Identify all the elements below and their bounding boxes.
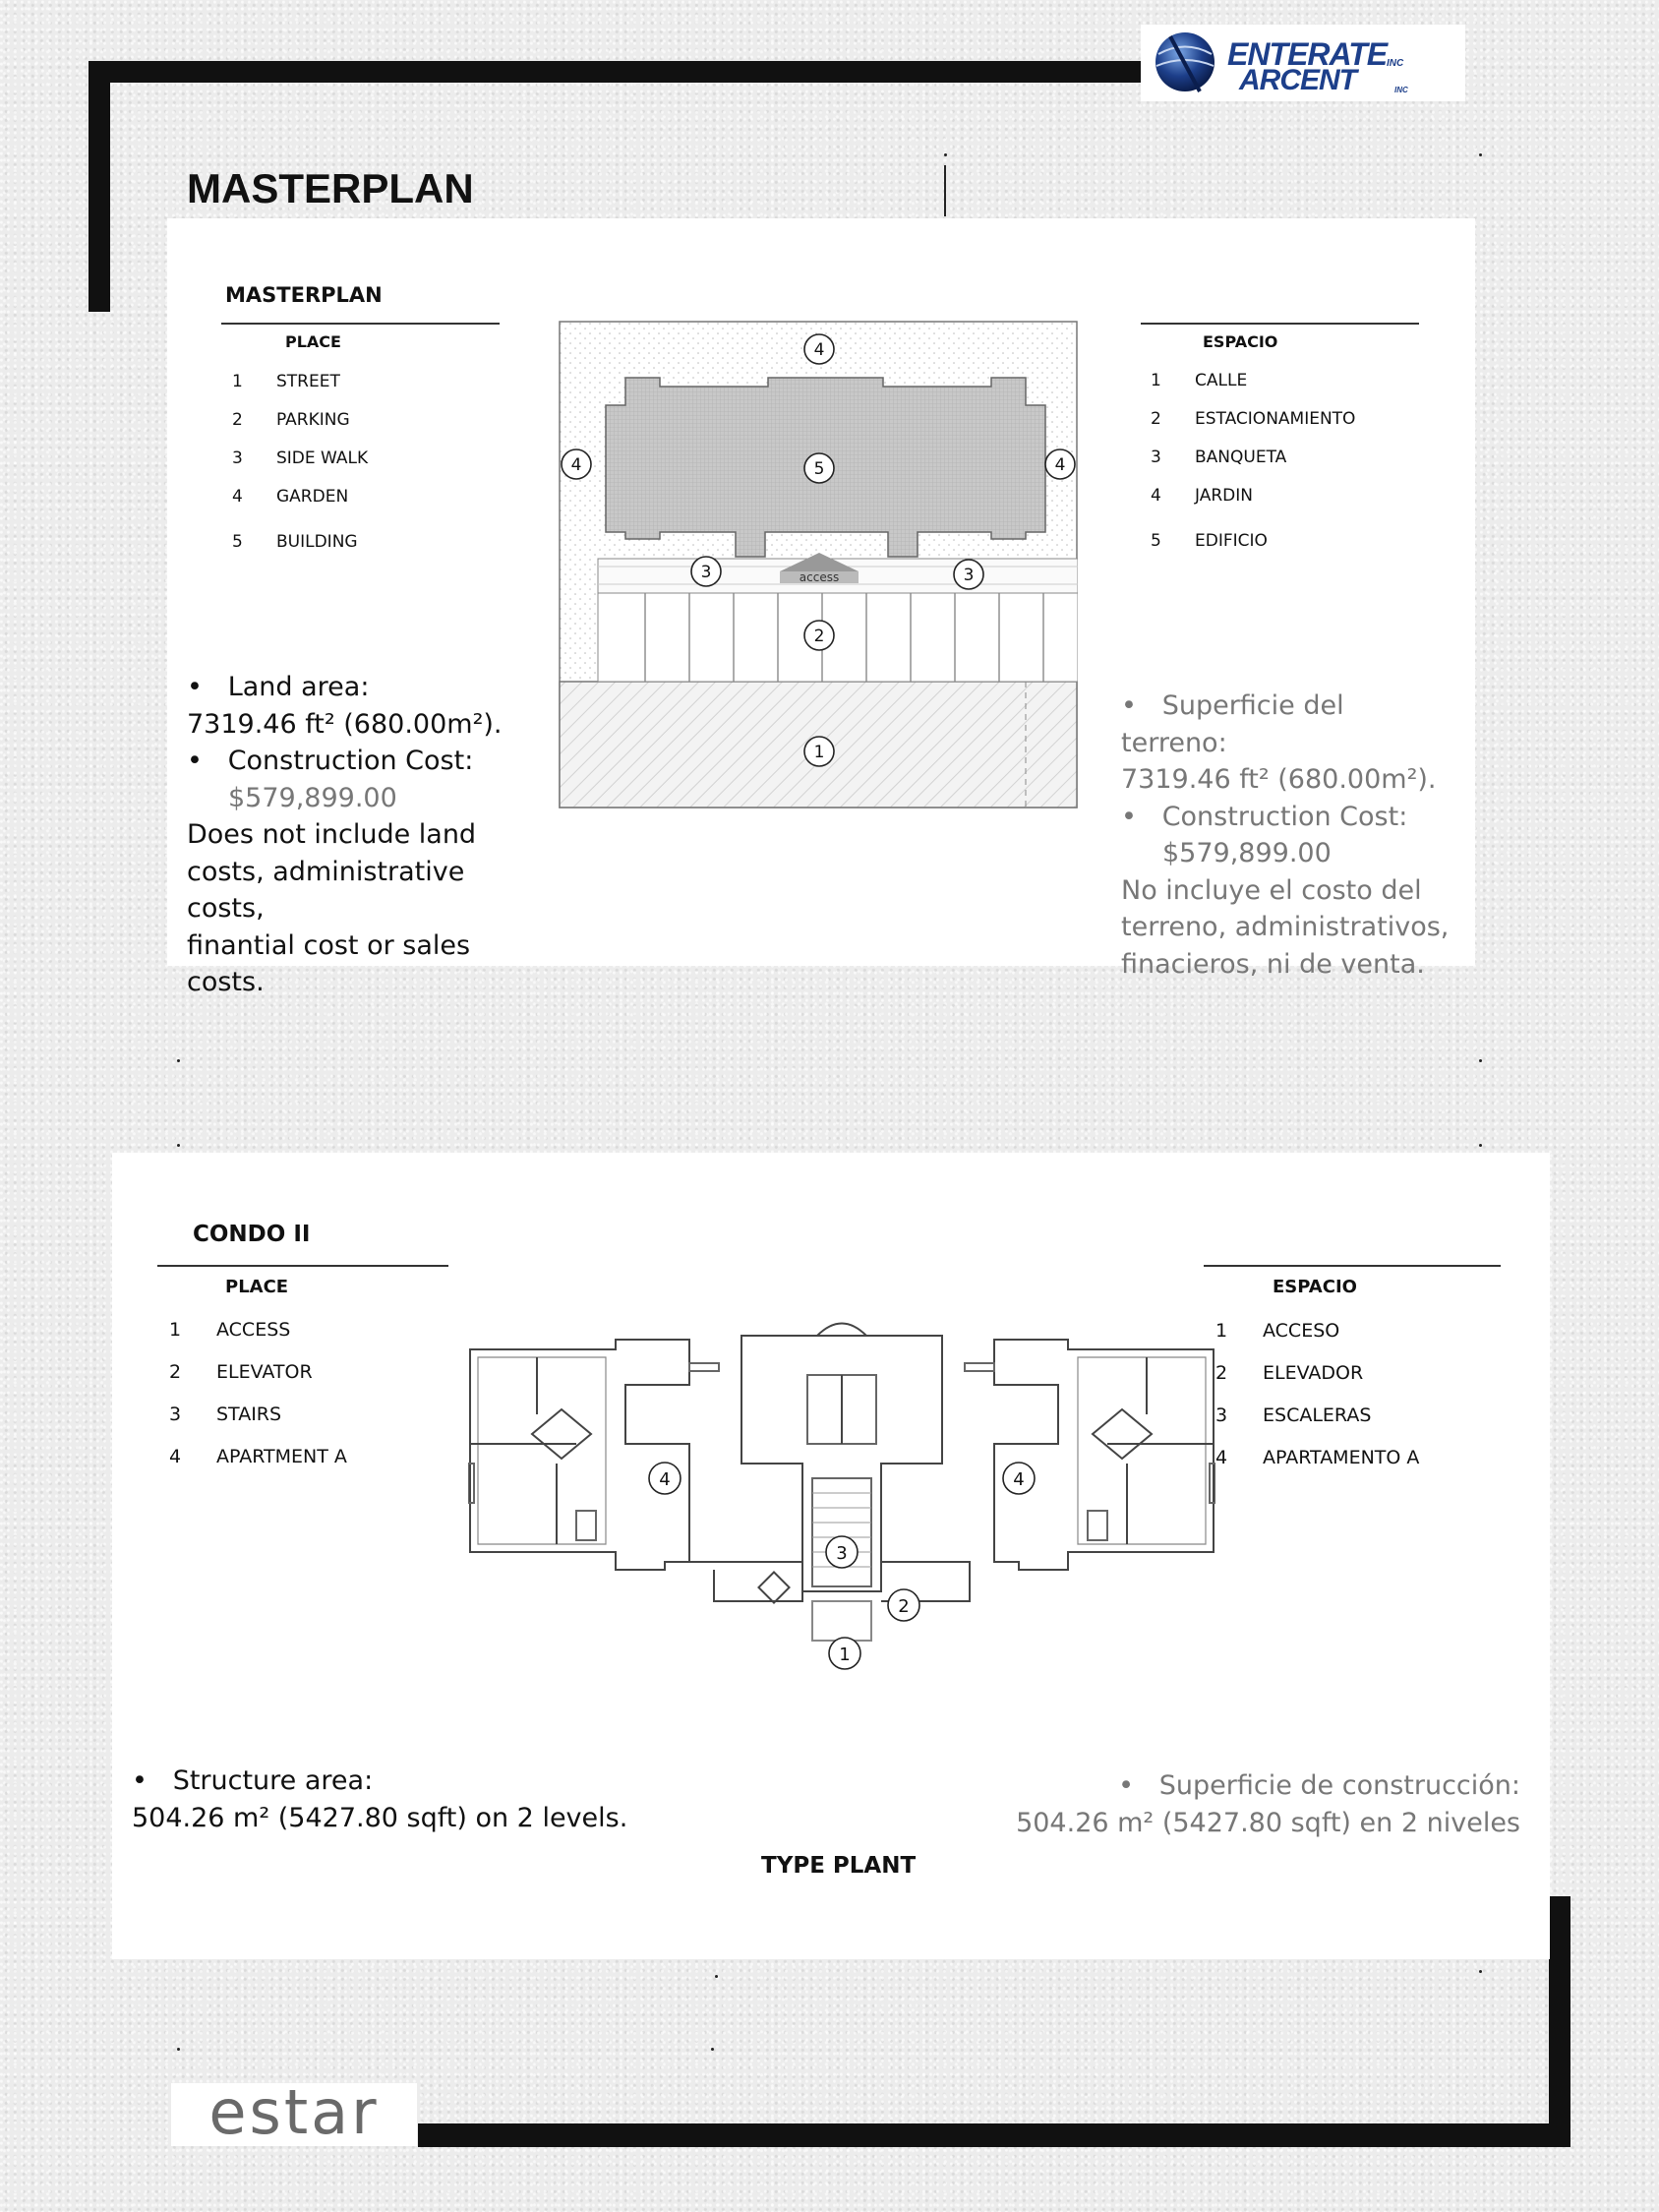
plan-marker-3: 3 xyxy=(700,563,712,582)
condo-espacio-label: ELEVADOR xyxy=(1263,1362,1364,1384)
condo-place-label: STAIRS xyxy=(216,1404,282,1425)
superficie-bullet: • Superficie del terreno: xyxy=(1121,690,1344,758)
floor-marker-3: 3 xyxy=(836,1543,848,1564)
condo-place-label: ELEVATOR xyxy=(216,1361,313,1383)
floor-plan-drawing xyxy=(468,1316,1215,1670)
place-label: BUILDING xyxy=(276,532,358,552)
cost-note-line-es: No incluye el costo del xyxy=(1121,874,1422,906)
condo-right-rule xyxy=(1204,1265,1501,1267)
espacio-num: 1 xyxy=(1151,371,1161,390)
condo-espacio-num: 2 xyxy=(1215,1362,1228,1384)
bullet-icon: • xyxy=(132,1765,173,1796)
condo-heading: CONDO II xyxy=(193,1222,311,1247)
bullet-icon: • xyxy=(1118,1770,1159,1801)
espacio-label: CALLE xyxy=(1195,371,1248,390)
plan-marker-4: 4 xyxy=(570,455,582,475)
decor-line xyxy=(944,165,946,216)
floor-marker-1: 1 xyxy=(839,1644,851,1665)
place-label: STREET xyxy=(276,372,340,391)
masterplan-en-text xyxy=(187,669,521,1001)
frame-bar-top xyxy=(89,61,1141,83)
frame-bar-bottom xyxy=(418,2123,1570,2147)
decor-dot xyxy=(944,153,947,156)
superficie-construccion-bullet: • Superficie de construcción: xyxy=(1118,1770,1520,1801)
condo-place-num: 3 xyxy=(169,1404,182,1425)
espacio-label: JARDIN xyxy=(1195,486,1253,506)
site-plan-drawing xyxy=(559,321,1078,808)
cost-note-line: costs. xyxy=(187,967,265,997)
structure-area-bullet: • Structure area: xyxy=(132,1765,374,1796)
plan-marker-5: 5 xyxy=(813,459,825,479)
place-label: SIDE WALK xyxy=(276,448,369,468)
condo-espacio-label: ACCESO xyxy=(1263,1320,1340,1342)
masterplan-left-rule xyxy=(221,323,500,325)
condo-place-num: 2 xyxy=(169,1361,182,1383)
land-area-value: 7319.46 ft² (680.00m²). xyxy=(187,708,503,740)
decor-dot xyxy=(1479,153,1482,156)
cost-note-line: Does not include land xyxy=(187,819,477,850)
cost-note-line-es: terreno, administrativos, xyxy=(1121,912,1450,942)
access-label: access xyxy=(799,570,840,584)
masterplan-heading: MASTERPLAN xyxy=(225,283,383,307)
structure-area-es xyxy=(968,1767,1520,1841)
condo-place-table xyxy=(112,1153,456,1477)
decor-dot xyxy=(177,1059,180,1062)
floor-marker-2: 2 xyxy=(898,1596,910,1617)
plan-marker-4: 4 xyxy=(1054,455,1066,475)
espacio-label: BANQUETA xyxy=(1195,448,1287,467)
floor-marker-4: 4 xyxy=(659,1469,671,1490)
espacio-num: 2 xyxy=(1151,409,1161,429)
decor-dot xyxy=(177,2048,180,2051)
construction-cost-value-es: $579,899.00 xyxy=(1162,838,1332,868)
condo-place-num: 1 xyxy=(169,1319,182,1341)
bullet-icon: • xyxy=(187,672,228,702)
condo-left-rule xyxy=(157,1265,448,1267)
condo-espacio-header: ESPACIO xyxy=(1273,1277,1357,1297)
place-num: 5 xyxy=(232,532,243,552)
structure-area-value: 504.26 m² (5427.80 sqft) on 2 levels. xyxy=(132,1802,628,1833)
condo-espacio-label: ESCALERAS xyxy=(1263,1405,1372,1426)
land-area-bullet: • Land area: xyxy=(187,672,370,702)
place-num: 3 xyxy=(232,448,243,468)
place-num: 4 xyxy=(232,487,243,507)
construction-cost-bullet: • Construction Cost: xyxy=(187,746,474,776)
espacio-label: ESTACIONAMIENTO xyxy=(1195,409,1356,429)
page-title: MASTERPLAN xyxy=(187,165,474,211)
condo-espacio-num: 4 xyxy=(1215,1447,1228,1468)
plan-marker-2: 2 xyxy=(813,627,825,646)
condo-place-label: APARTMENT A xyxy=(216,1446,347,1467)
logo-line1: ENTERATE xyxy=(1227,36,1388,72)
masterplan-panel xyxy=(167,218,1475,997)
cost-note-line: costs, administrative costs, xyxy=(187,856,465,924)
company-logo xyxy=(1141,25,1465,101)
condo-panel xyxy=(112,1153,1550,1959)
masterplan-place-table xyxy=(167,218,502,572)
place-num: 1 xyxy=(232,372,243,391)
bullet-icon: • xyxy=(1121,690,1162,721)
structure-area-en xyxy=(132,1763,741,1836)
logo-suffix-2: INC xyxy=(1394,86,1408,94)
masterplan-espacio-table xyxy=(1141,218,1436,572)
superficie-value: 7319.46 ft² (680.00m²). xyxy=(1121,764,1437,795)
espacio-num: 3 xyxy=(1151,448,1161,467)
place-header: PLACE xyxy=(285,332,341,351)
condo-espacio-num: 3 xyxy=(1215,1405,1228,1426)
espacio-label: EDIFICIO xyxy=(1195,531,1268,551)
logo-suffix-1: INC xyxy=(1387,58,1404,69)
espacio-num: 5 xyxy=(1151,531,1161,551)
condo-espacio-label: APARTAMENTO A xyxy=(1263,1447,1420,1468)
decor-dot xyxy=(1479,1059,1482,1062)
condo-espacio-num: 1 xyxy=(1215,1320,1228,1342)
type-plant-caption: TYPE PLANT xyxy=(761,1853,917,1879)
masterplan-right-rule xyxy=(1141,323,1419,325)
plan-marker-4: 4 xyxy=(813,340,825,360)
decor-dot xyxy=(711,2048,714,2051)
decor-dot xyxy=(1479,1144,1482,1147)
place-label: PARKING xyxy=(276,410,350,430)
construction-cost-value: $579,899.00 xyxy=(228,782,397,813)
estar-logo: estar xyxy=(171,2083,417,2146)
espacio-num: 4 xyxy=(1151,486,1161,506)
masterplan-es-text xyxy=(1121,688,1455,983)
condo-place-num: 4 xyxy=(169,1446,182,1467)
cost-note-line: finantial cost or sales xyxy=(187,929,471,961)
condo-espacio-table xyxy=(1204,1153,1518,1477)
superficie-construccion-value: 504.26 m² (5427.80 sqft) en 2 niveles xyxy=(1016,1807,1520,1838)
espacio-header: ESPACIO xyxy=(1203,332,1278,351)
bullet-icon: • xyxy=(187,746,228,776)
condo-place-label: ACCESS xyxy=(216,1319,291,1341)
decor-dot xyxy=(177,1144,180,1147)
logo-line2: ARCENT xyxy=(1239,64,1356,96)
frame-bar-right xyxy=(1549,1896,1570,2147)
plan-marker-1: 1 xyxy=(813,743,825,762)
decor-dot xyxy=(715,1975,718,1978)
decor-dot xyxy=(1479,1970,1482,1973)
construction-cost-bullet-es: • Construction Cost: xyxy=(1121,801,1408,832)
cost-note-line-es: finacieros, ni de venta. xyxy=(1121,948,1425,980)
frame-bar-left xyxy=(89,61,110,312)
place-label: GARDEN xyxy=(276,487,349,507)
condo-place-header: PLACE xyxy=(225,1277,289,1297)
floor-marker-4: 4 xyxy=(1013,1469,1025,1490)
bullet-icon: • xyxy=(1121,801,1162,832)
place-num: 2 xyxy=(232,410,243,430)
plan-marker-3: 3 xyxy=(963,566,975,585)
